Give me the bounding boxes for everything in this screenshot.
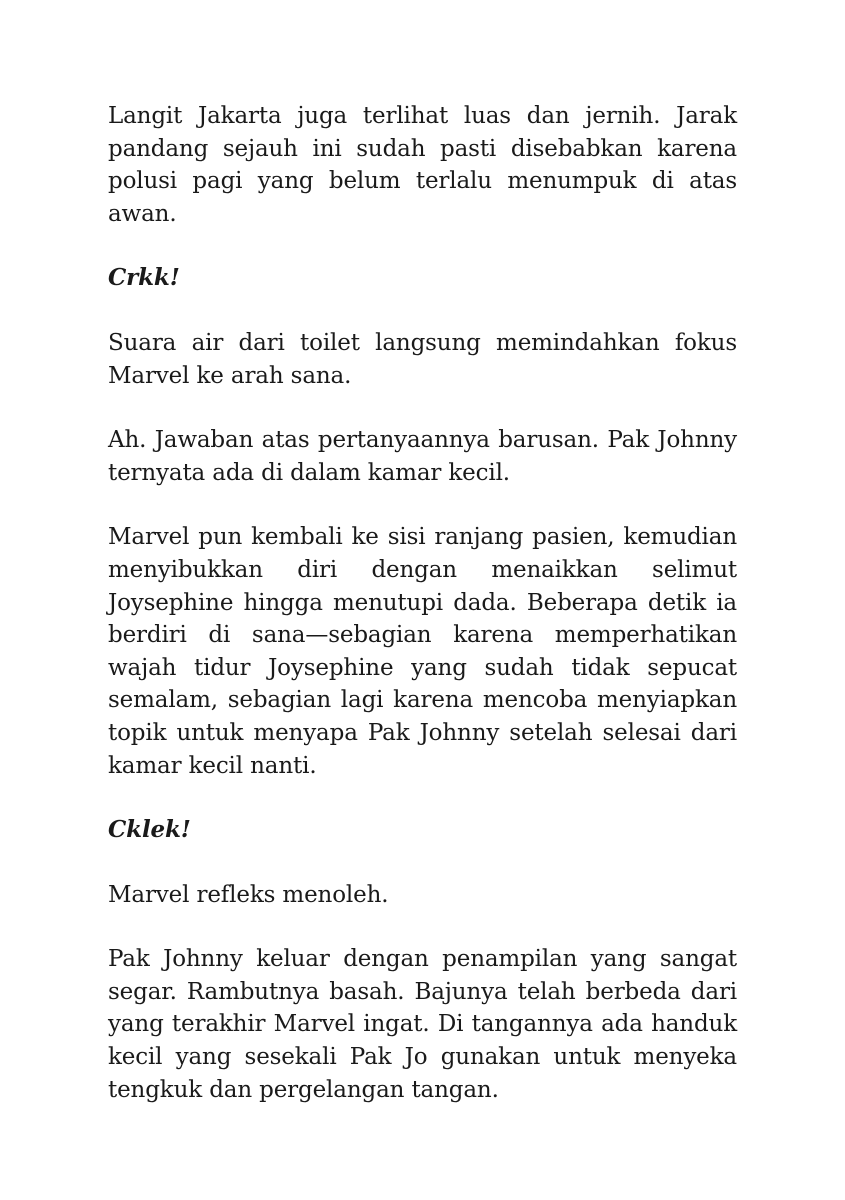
- paragraph-6: Pak Johnny keluar dengan penampilan yang sangat segar. Rambutnya basah. Bajunya telah berbeda dari yang terakhir Marvel ingat. Di tangannya ada handuk kecil yang sesekali Pak Jo gunakan untuk menyeka tengkuk dan pergelangan tangan.: [108, 946, 737, 1103]
- sound-effect-cklek: Cklek!: [108, 816, 191, 844]
- document-page: [108, 100, 737, 1138]
- sound-effect-crkk: Crkk!: [108, 264, 180, 292]
- paragraph-2: Suara air dari toilet langsung memindahkan fokus Marvel ke arah sana.: [108, 329, 737, 389]
- paragraph-4: Marvel pun kembali ke sisi ranjang pasien, kemudian menyibukkan diri dengan menaikkan selimut Joysephine hingga menutupi dada. Beberapa detik ia berdiri di sana—sebagian karena memperhatikan wajah tidur Joysephine yang sudah tidak sepucat semalam, sebagian lagi karena mencoba menyiapkan topik untuk menyapa Pak Johnny setelah selesai dari kamar kecil nanti.: [108, 524, 737, 779]
- paragraph-3: Ah. Jawaban atas pertanyaannya barusan. Pak Johnny ternyata ada di dalam kamar kecil.: [108, 427, 737, 486]
- paragraph-1: Langit Jakarta juga terlihat luas dan jernih. Jarak pandang sejauh ini sudah pasti disebabkan karena polusi pagi yang belum terlalu menumpuk di atas awan.: [108, 103, 737, 227]
- paragraph-5: Marvel refleks menoleh.: [108, 881, 389, 908]
